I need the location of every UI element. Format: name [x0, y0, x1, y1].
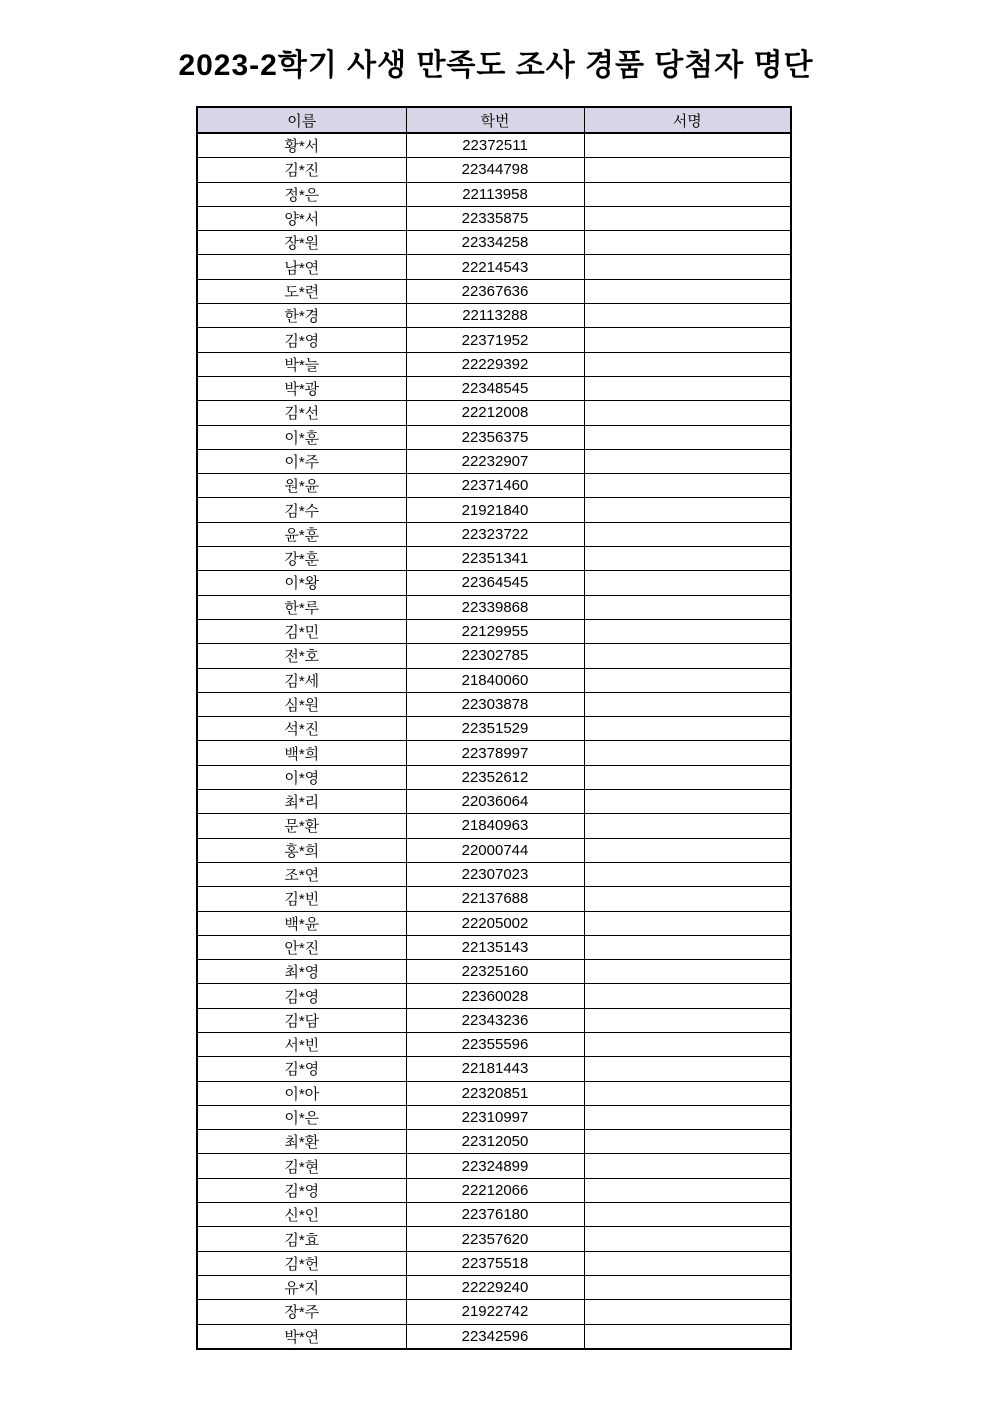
- name-cell: 유*지: [197, 1275, 406, 1299]
- table-row: [197, 911, 791, 935]
- table-row: [197, 644, 791, 668]
- name-cell: 한*루: [197, 595, 406, 619]
- table-row: [197, 1324, 791, 1349]
- name-cell: 문*환: [197, 814, 406, 838]
- signature-cell: [584, 328, 791, 352]
- signature-cell: [584, 279, 791, 303]
- signature-cell: [584, 1032, 791, 1056]
- student-id-cell: 22303878: [406, 692, 584, 716]
- student-id-cell: 22334258: [406, 231, 584, 255]
- signature-cell: [584, 668, 791, 692]
- signature-cell: [584, 692, 791, 716]
- student-id-cell: 22036064: [406, 790, 584, 814]
- student-id-cell: 22360028: [406, 984, 584, 1008]
- student-id-cell: 22378997: [406, 741, 584, 765]
- table-row: [197, 304, 791, 328]
- signature-cell: [584, 1203, 791, 1227]
- student-id-cell: 22181443: [406, 1057, 584, 1081]
- student-id-cell: 22310997: [406, 1105, 584, 1129]
- name-cell: 강*훈: [197, 547, 406, 571]
- name-cell: 김*영: [197, 1057, 406, 1081]
- name-cell: 김*수: [197, 498, 406, 522]
- student-id-cell: 22000744: [406, 838, 584, 862]
- student-id-cell: 21921840: [406, 498, 584, 522]
- name-cell: 이*아: [197, 1081, 406, 1105]
- signature-cell: [584, 571, 791, 595]
- name-cell: 정*은: [197, 182, 406, 206]
- table-row: [197, 522, 791, 546]
- student-id-cell: 22212008: [406, 401, 584, 425]
- name-cell: 김*민: [197, 619, 406, 643]
- student-id-cell: 22352612: [406, 765, 584, 789]
- student-id-cell: 22343236: [406, 1008, 584, 1032]
- name-cell: 김*헌: [197, 1251, 406, 1275]
- signature-cell: [584, 765, 791, 789]
- table-row: [197, 960, 791, 984]
- signature-cell: [584, 255, 791, 279]
- table-row: [197, 1057, 791, 1081]
- signature-cell: [584, 1105, 791, 1129]
- name-cell: 안*진: [197, 935, 406, 959]
- student-id-cell: 22214543: [406, 255, 584, 279]
- signature-cell: [584, 1154, 791, 1178]
- student-id-cell: 21840963: [406, 814, 584, 838]
- signature-cell: [584, 158, 791, 182]
- name-cell: 이*주: [197, 449, 406, 473]
- name-cell: 심*원: [197, 692, 406, 716]
- name-cell: 김*영: [197, 1178, 406, 1202]
- student-id-cell: 22371460: [406, 474, 584, 498]
- signature-cell: [584, 741, 791, 765]
- name-cell: 신*인: [197, 1203, 406, 1227]
- table-row: [197, 790, 791, 814]
- table-row: [197, 717, 791, 741]
- table-row: [197, 449, 791, 473]
- signature-cell: [584, 1300, 791, 1324]
- student-id-cell: 22229240: [406, 1275, 584, 1299]
- table-row: [197, 1178, 791, 1202]
- column-header-name: 이름: [197, 107, 406, 133]
- table-row: [197, 206, 791, 230]
- signature-cell: [584, 449, 791, 473]
- signature-cell: [584, 1227, 791, 1251]
- signature-cell: [584, 474, 791, 498]
- name-cell: 김*세: [197, 668, 406, 692]
- table-row: [197, 401, 791, 425]
- signature-cell: [584, 1008, 791, 1032]
- table-row: [197, 376, 791, 400]
- student-id-cell: 22324899: [406, 1154, 584, 1178]
- signature-cell: [584, 231, 791, 255]
- signature-cell: [584, 1057, 791, 1081]
- table-body: [197, 133, 791, 1349]
- name-cell: 이*영: [197, 765, 406, 789]
- name-cell: 박*광: [197, 376, 406, 400]
- student-id-cell: 22323722: [406, 522, 584, 546]
- table-row: [197, 1251, 791, 1275]
- name-cell: 최*리: [197, 790, 406, 814]
- table-row: [197, 474, 791, 498]
- student-id-cell: 22307023: [406, 862, 584, 886]
- signature-cell: [584, 717, 791, 741]
- name-cell: 백*희: [197, 741, 406, 765]
- student-id-cell: 22113288: [406, 304, 584, 328]
- name-cell: 이*훈: [197, 425, 406, 449]
- signature-cell: [584, 1178, 791, 1202]
- student-id-cell: 22357620: [406, 1227, 584, 1251]
- name-cell: 남*연: [197, 255, 406, 279]
- name-cell: 전*호: [197, 644, 406, 668]
- table-row: [197, 571, 791, 595]
- table-row: [197, 352, 791, 376]
- student-id-cell: 22232907: [406, 449, 584, 473]
- student-id-cell: 22325160: [406, 960, 584, 984]
- student-id-cell: 22371952: [406, 328, 584, 352]
- table-row: [197, 547, 791, 571]
- student-id-cell: 22351529: [406, 717, 584, 741]
- table-row: [197, 1105, 791, 1129]
- signature-cell: [584, 887, 791, 911]
- name-cell: 김*현: [197, 1154, 406, 1178]
- table-row: [197, 935, 791, 959]
- table-row: [197, 425, 791, 449]
- student-id-cell: 22355596: [406, 1032, 584, 1056]
- page-title: 2023-2학기 사생 만족도 조사 경품 당첨자 명단: [178, 49, 814, 82]
- student-id-cell: 21840060: [406, 668, 584, 692]
- signature-cell: [584, 935, 791, 959]
- signature-cell: [584, 1275, 791, 1299]
- table-row: [197, 133, 791, 158]
- name-cell: 조*연: [197, 862, 406, 886]
- signature-cell: [584, 1081, 791, 1105]
- name-cell: 장*주: [197, 1300, 406, 1324]
- column-header-student-id: 학번: [406, 107, 584, 133]
- signature-cell: [584, 814, 791, 838]
- student-id-cell: 22376180: [406, 1203, 584, 1227]
- student-id-cell: 22302785: [406, 644, 584, 668]
- name-cell: 도*련: [197, 279, 406, 303]
- signature-cell: [584, 984, 791, 1008]
- signature-cell: [584, 911, 791, 935]
- signature-cell: [584, 376, 791, 400]
- student-id-cell: 22367636: [406, 279, 584, 303]
- table-row: [197, 595, 791, 619]
- table-row: [197, 1008, 791, 1032]
- student-id-cell: 22344798: [406, 158, 584, 182]
- name-cell: 홍*희: [197, 838, 406, 862]
- signature-cell: [584, 1324, 791, 1349]
- signature-cell: [584, 522, 791, 546]
- student-id-cell: 22129955: [406, 619, 584, 643]
- table-row: [197, 498, 791, 522]
- name-cell: 김*효: [197, 1227, 406, 1251]
- table-row: [197, 231, 791, 255]
- table-row: [197, 862, 791, 886]
- table-row: [197, 1203, 791, 1227]
- signature-cell: [584, 425, 791, 449]
- name-cell: 김*진: [197, 158, 406, 182]
- student-id-cell: 22113958: [406, 182, 584, 206]
- signature-cell: [584, 133, 791, 158]
- name-cell: 석*진: [197, 717, 406, 741]
- signature-cell: [584, 401, 791, 425]
- name-cell: 장*원: [197, 231, 406, 255]
- student-id-cell: 22229392: [406, 352, 584, 376]
- student-id-cell: 22137688: [406, 887, 584, 911]
- table-row: [197, 984, 791, 1008]
- name-cell: 박*연: [197, 1324, 406, 1349]
- table-row: [197, 1227, 791, 1251]
- table-row: [197, 619, 791, 643]
- name-cell: 이*왕: [197, 571, 406, 595]
- table-row: [197, 328, 791, 352]
- name-cell: 박*늘: [197, 352, 406, 376]
- student-id-cell: 22375518: [406, 1251, 584, 1275]
- name-cell: 김*선: [197, 401, 406, 425]
- column-header-signature: 서명: [584, 107, 791, 133]
- name-cell: 백*윤: [197, 911, 406, 935]
- table-row: [197, 741, 791, 765]
- name-cell: 최*환: [197, 1130, 406, 1154]
- student-id-cell: 22339868: [406, 595, 584, 619]
- table-row: [197, 1300, 791, 1324]
- student-id-cell: 22335875: [406, 206, 584, 230]
- student-id-cell: 22205002: [406, 911, 584, 935]
- signature-cell: [584, 960, 791, 984]
- table-row: [197, 255, 791, 279]
- table-row: [197, 668, 791, 692]
- signature-cell: [584, 838, 791, 862]
- student-id-cell: 22348545: [406, 376, 584, 400]
- signature-cell: [584, 352, 791, 376]
- name-cell: 한*경: [197, 304, 406, 328]
- name-cell: 이*은: [197, 1105, 406, 1129]
- name-cell: 양*서: [197, 206, 406, 230]
- table-row: [197, 1275, 791, 1299]
- student-id-cell: 22372511: [406, 133, 584, 158]
- signature-cell: [584, 547, 791, 571]
- signature-cell: [584, 498, 791, 522]
- student-id-cell: 22364545: [406, 571, 584, 595]
- name-cell: 황*서: [197, 133, 406, 158]
- table-row: [197, 158, 791, 182]
- signature-cell: [584, 1130, 791, 1154]
- signature-cell: [584, 1251, 791, 1275]
- signature-cell: [584, 644, 791, 668]
- student-id-cell: 21922742: [406, 1300, 584, 1324]
- student-id-cell: 22212066: [406, 1178, 584, 1202]
- name-cell: 원*윤: [197, 474, 406, 498]
- signature-cell: [584, 790, 791, 814]
- signature-cell: [584, 182, 791, 206]
- table-row: [197, 838, 791, 862]
- student-id-cell: 22135143: [406, 935, 584, 959]
- name-cell: 서*빈: [197, 1032, 406, 1056]
- name-cell: 윤*훈: [197, 522, 406, 546]
- signature-cell: [584, 619, 791, 643]
- signature-cell: [584, 304, 791, 328]
- winners-table: [196, 106, 792, 1350]
- signature-cell: [584, 862, 791, 886]
- table-header-row: [197, 107, 791, 133]
- table-row: [197, 1081, 791, 1105]
- name-cell: 최*영: [197, 960, 406, 984]
- signature-cell: [584, 206, 791, 230]
- name-cell: 김*담: [197, 1008, 406, 1032]
- table-row: [197, 692, 791, 716]
- table-row: [197, 182, 791, 206]
- table-row: [197, 1154, 791, 1178]
- student-id-cell: 22312050: [406, 1130, 584, 1154]
- table-row: [197, 765, 791, 789]
- table-row: [197, 1130, 791, 1154]
- name-cell: 김*빈: [197, 887, 406, 911]
- signature-cell: [584, 595, 791, 619]
- student-id-cell: 22356375: [406, 425, 584, 449]
- student-id-cell: 22320851: [406, 1081, 584, 1105]
- table-row: [197, 887, 791, 911]
- table-row: [197, 814, 791, 838]
- name-cell: 김*영: [197, 984, 406, 1008]
- table-row: [197, 279, 791, 303]
- name-cell: 김*영: [197, 328, 406, 352]
- student-id-cell: 22351341: [406, 547, 584, 571]
- student-id-cell: 22342596: [406, 1324, 584, 1349]
- table-row: [197, 1032, 791, 1056]
